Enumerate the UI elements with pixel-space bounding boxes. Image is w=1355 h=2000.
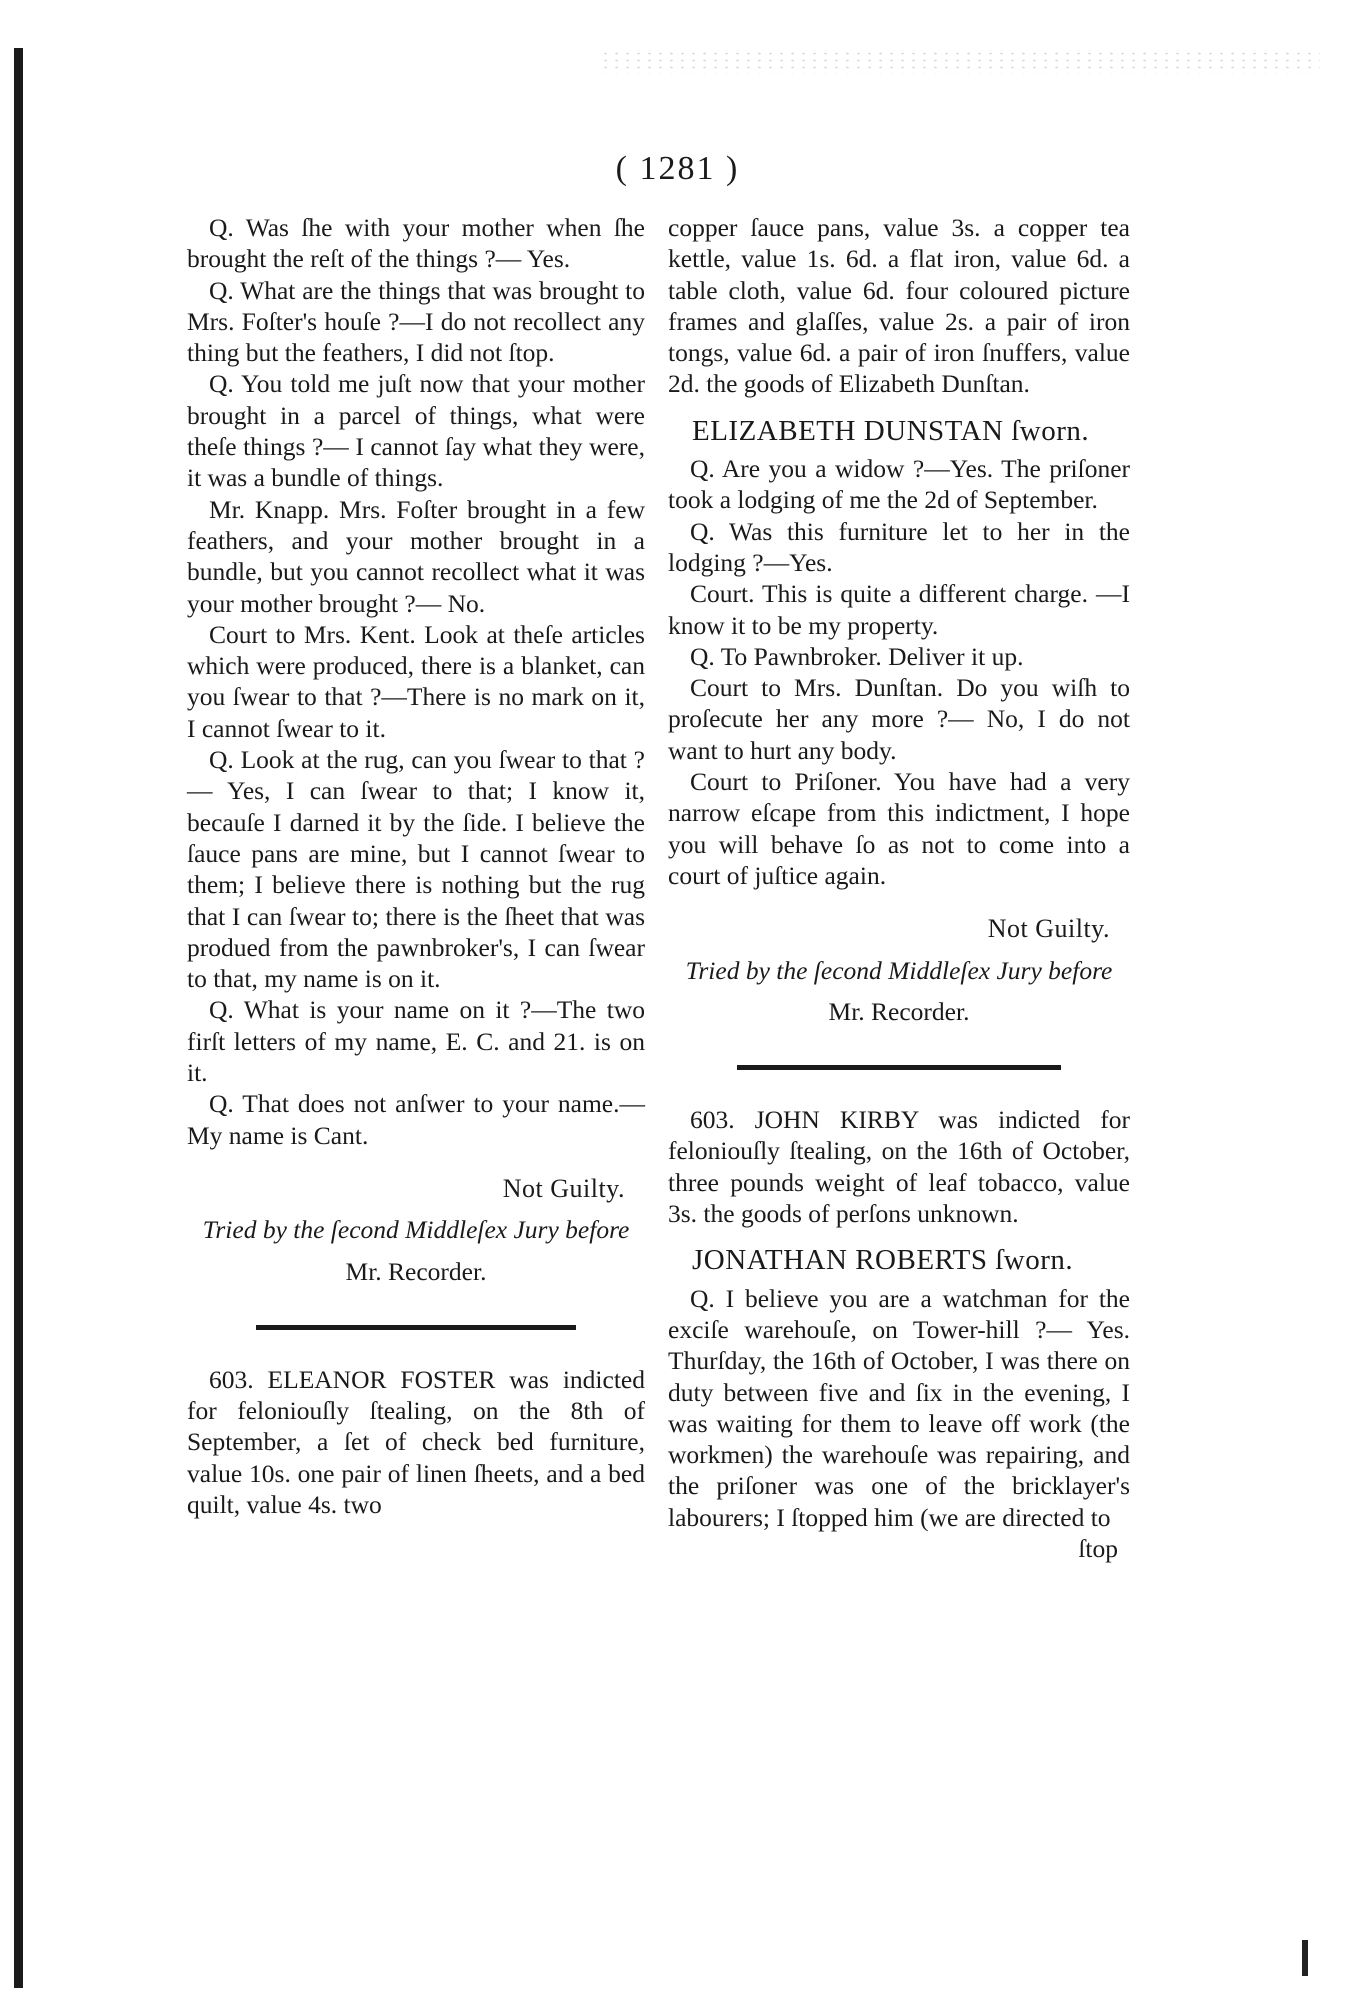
paragraph: Q. What is your name on it ?—The two firſt letters of my name, E. C. and 21. is on it.: [187, 995, 645, 1088]
paragraph: Q. Was ſhe with your mother when ſhe brought the reſt of the things ?— Yes.: [187, 213, 645, 274]
catchword: ſtop: [1078, 1533, 1118, 1563]
left-column: [187, 212, 645, 1520]
edge-mark: [1302, 1940, 1308, 1976]
paragraph: Q. Are you a widow ?—Yes. The priſoner took a lodging of me the 2d of September.: [668, 454, 1130, 515]
paragraph: Q. You told me juſt now that your mother brought in a parcel of things, what were theſe things ?— I cannot ſay what they were, it was a bundle of things.: [187, 369, 645, 493]
jury-line: Tried by the ſecond Middleſex Jury before: [202, 1215, 630, 1245]
paragraph: Q. I believe you are a watchman for the exciſe warehouſe, on Tower-hill ?— Yes. Thurſday, the 16th of October, I was there on duty between five and ſix in the evening, I was waiting for them to leave off work (the workmen) the warehouſe was repairing, and the priſoner was one of the bricklayer's labourers; I ſtopped him (we are directed to: [668, 1283, 1130, 1532]
paragraph: Q. Look at the rug, can you ſwear to that ?— Yes, I can ſwear to that; I know it, becauſe I darned it by the ſide. I believe the ſauce pans are mine, but I cannot ſwear to them; I believe there is nothing but the rug that I can ſwear to; there is the ſheet that was produed from the pawnbroker's, I can ſwear to that, my name is on it.: [187, 745, 645, 994]
jury-line: Tried by the ſecond Middleſex Jury before: [685, 955, 1113, 985]
right-column: [668, 212, 1130, 1564]
paragraph: Court to Mrs. Dunſtan. Do you wiſh to proſecute her any more ?— No, I do not want to hurt any body.: [668, 673, 1130, 765]
section-divider: [737, 1065, 1060, 1070]
paragraph: Mr. Knapp. Mrs. Foſter brought in a few feathers, and your mother brought in a bundle, but you cannot recollect what it was your mother brought ?— No.: [187, 494, 645, 618]
section-divider: [256, 1325, 577, 1330]
witness-heading: JONATHAN ROBERTS ſworn.: [692, 1244, 1074, 1277]
paragraph: Court. This is quite a different charge. —I know it to be my property.: [668, 579, 1130, 640]
witness-heading: ELIZABETH DUNSTAN ſworn.: [692, 414, 1090, 447]
paragraph: Court to Mrs. Kent. Look at theſe articles which were produced, there is a blanket, can you ſwear to that ?—There is no mark on it, I cannot ſwear to it.: [187, 619, 645, 743]
paragraph: Q. Was this furniture let to her in the lodging ?—Yes.: [668, 516, 1130, 577]
paragraph: Q. What are the things that was brought to Mrs. Foſter's houſe ?—I do not recollect any thing but the feathers, I did not ſtop.: [187, 275, 645, 368]
verdict: Not Guilty.: [502, 1173, 625, 1203]
page-spine-shadow: [14, 48, 23, 1988]
paragraph: copper ſauce pans, value 3s. a copper tea kettle, value 1s. 6d. a flat iron, value 6d. a table cloth, value 6d. four coloured picture frames and glaſſes, value 2s. a pair of iron tongs, value 6d. a pair of iron ſnuffers, value 2d. the goods of Elizabeth Dunſtan.: [668, 213, 1130, 399]
print-specks: [600, 50, 1320, 74]
recorder-line: Mr. Recorder.: [828, 996, 970, 1026]
page-number: ( 1281 ): [615, 150, 740, 187]
recorder-line: Mr. Recorder.: [345, 1256, 487, 1286]
verdict: Not Guilty.: [987, 914, 1110, 944]
paragraph: Q. To Pawnbroker. Deliver it up.: [690, 641, 1024, 671]
paragraph: Q. That does not anſwer to your name.—My name is Cant.: [187, 1089, 645, 1150]
case-entry: 603. ELEANOR FOSTER was indicted for feloniouſly ſtealing, on the 8th of September, a ſet of check bed furniture, value 10s. one pair of linen ſheets, and a bed quilt, value 4s. two: [187, 1364, 645, 1519]
case-entry: 603. JOHN KIRBY was indicted for feloniouſly ſtealing, on the 16th of October, three pounds weight of leaf tobacco, value 3s. the goods of perſons unknown.: [668, 1105, 1130, 1229]
paragraph: Court to Priſoner. You have had a very narrow eſcape from this indictment, I hope you will behave ſo as not to come into a court of juſtice again.: [668, 767, 1130, 890]
